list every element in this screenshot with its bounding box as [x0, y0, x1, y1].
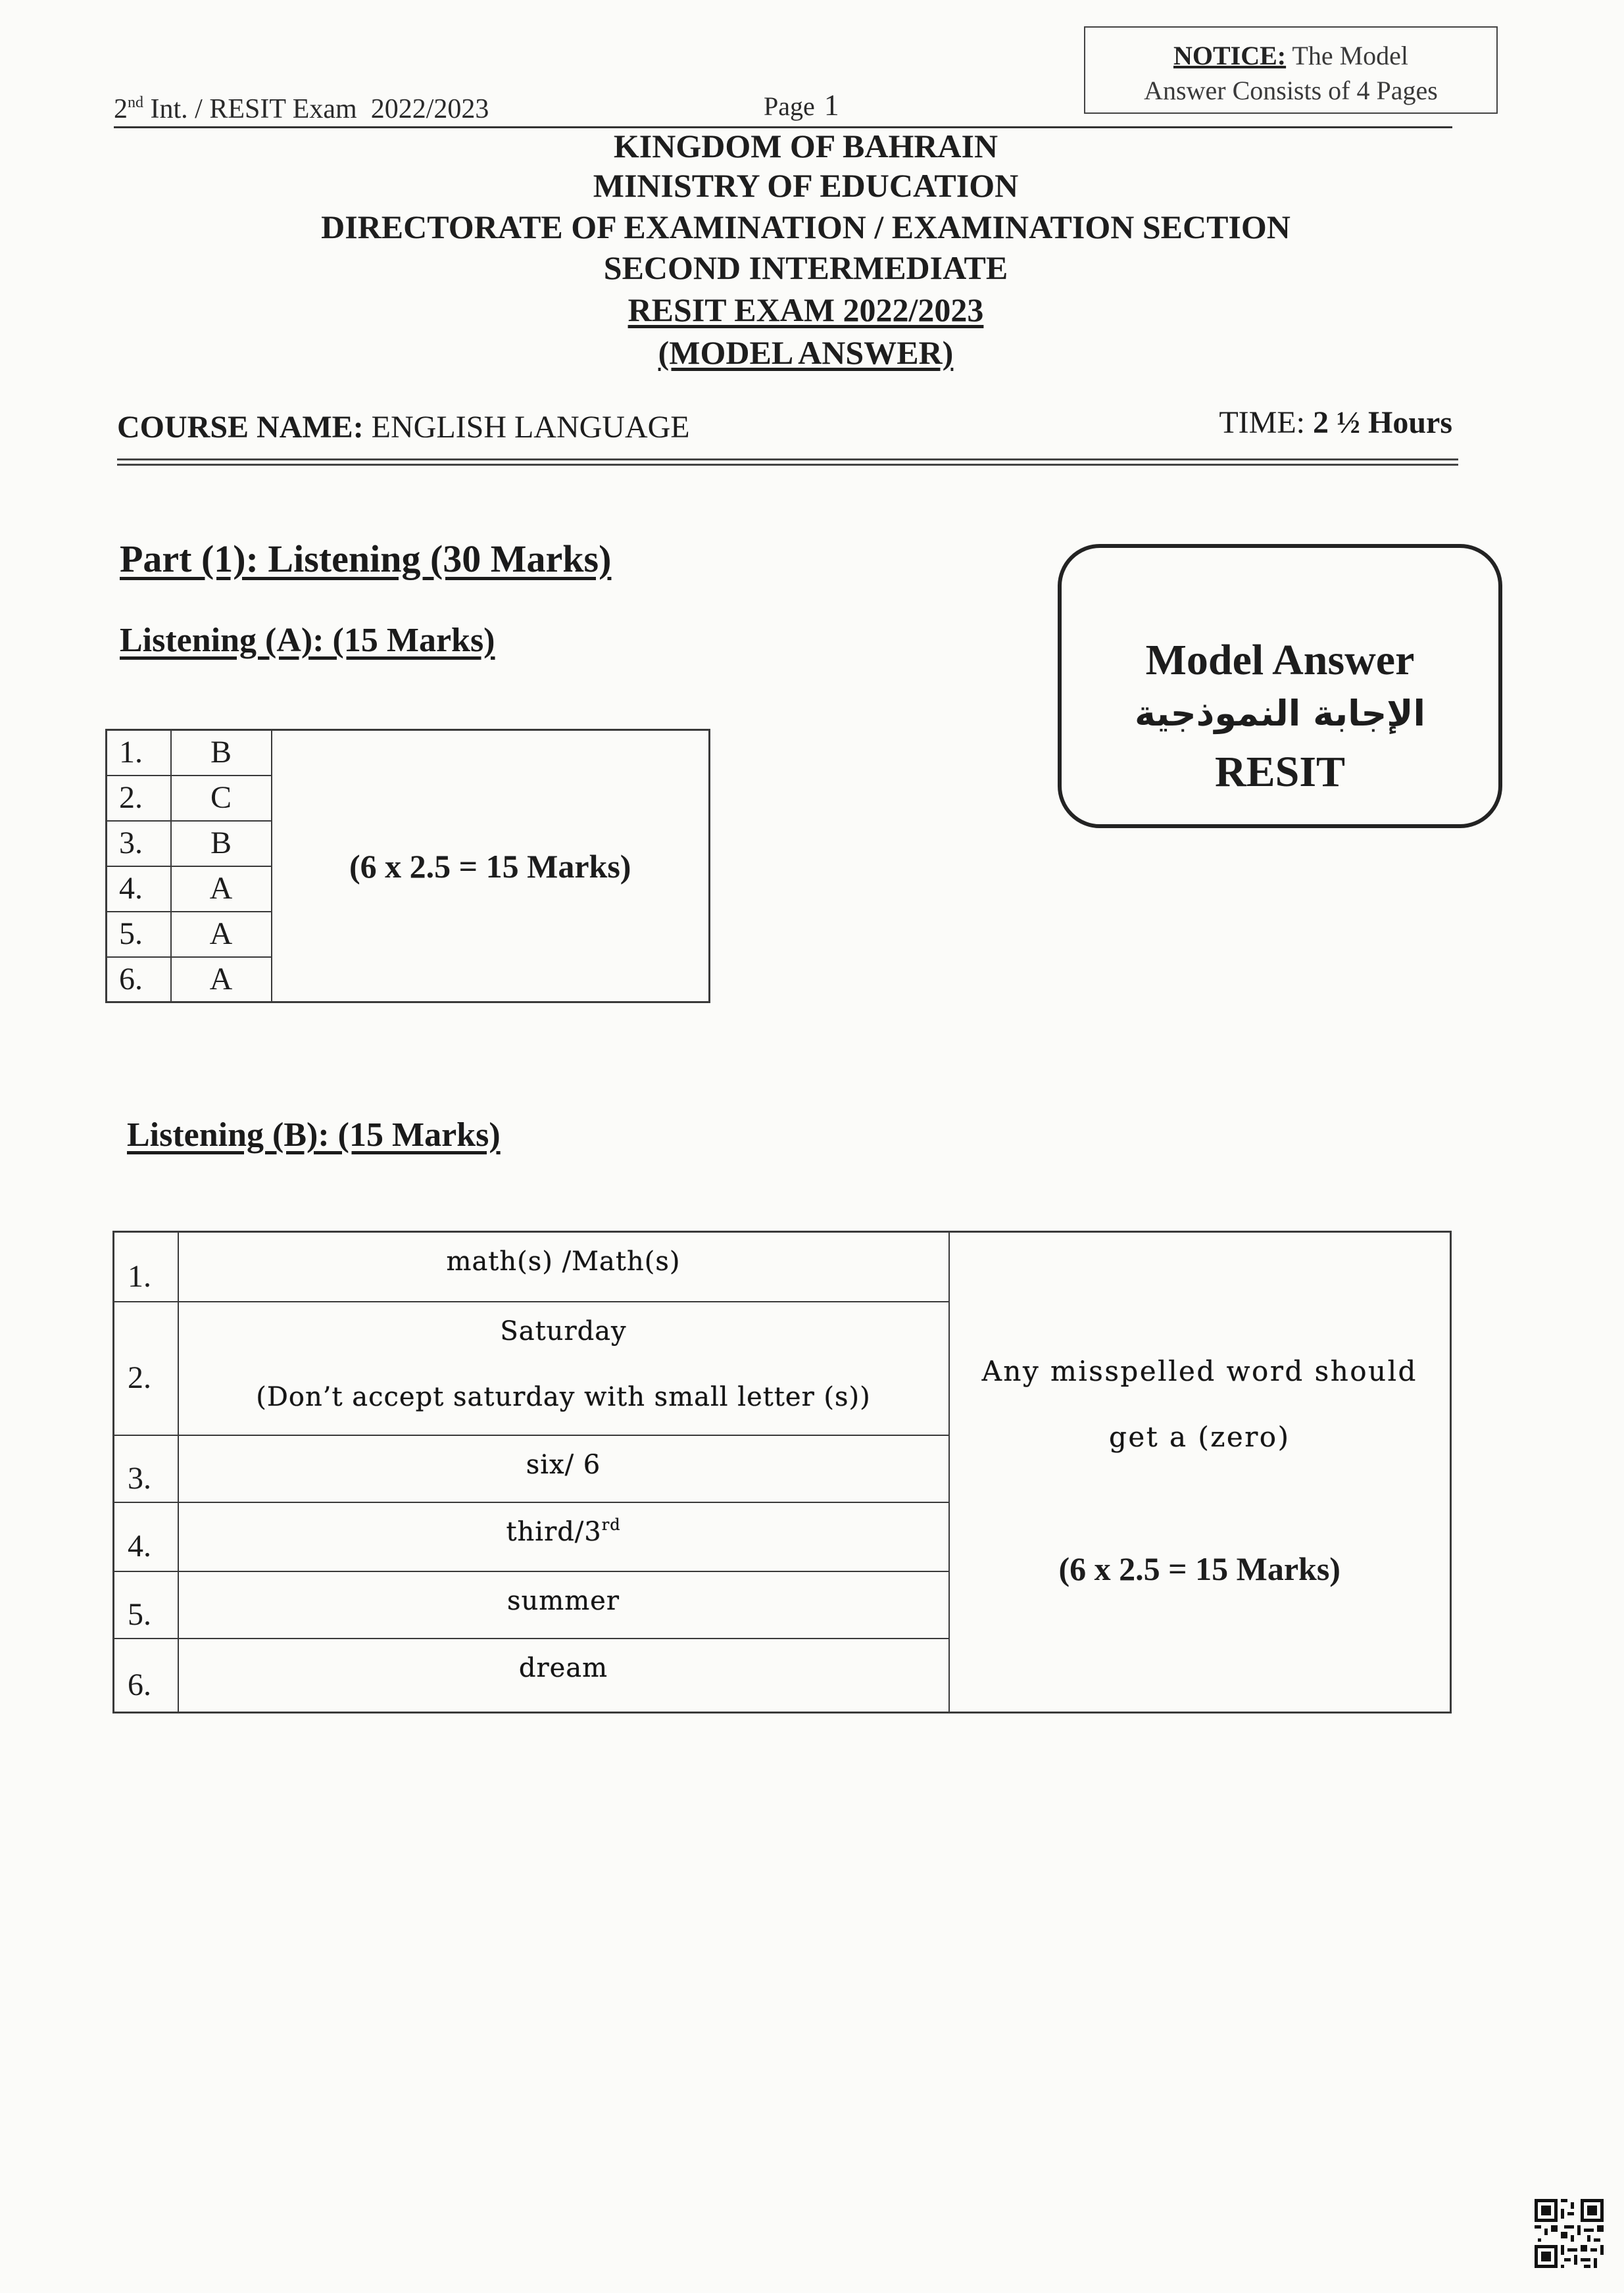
part1-heading: Part (1): Listening (30 Marks) — [120, 537, 612, 580]
stamp-title: Model Answer — [1145, 636, 1415, 684]
title-resit-exam — [0, 290, 1612, 330]
stamp-label: RESIT — [1214, 748, 1346, 796]
answer-cell — [178, 1502, 949, 1571]
table-row — [107, 730, 710, 776]
answer-text: Saturday — [500, 1316, 627, 1346]
page-number: 1 — [824, 88, 839, 122]
question-number: 2. — [114, 1302, 178, 1435]
title-model-text: (MODEL ANSWER) — [658, 334, 954, 371]
stamp-arabic: الإجابة النموذجية — [1134, 693, 1426, 734]
title-kingdom: KINGDOM OF BAHRAIN — [613, 128, 998, 164]
question-number: 4. — [114, 1502, 178, 1571]
answer-letter: B — [171, 730, 272, 776]
answer-letter: B — [171, 821, 272, 866]
question-number: 3. — [107, 821, 171, 866]
exam-name: Int. / RESIT Exam 2022/2023 — [143, 94, 489, 124]
course-value: ENGLISH LANGUAGE — [363, 410, 690, 445]
question-number: 5. — [107, 912, 171, 957]
listening-a-answer-table — [105, 729, 710, 1003]
exam-number: 2 — [114, 94, 128, 124]
answer-text: third/3 — [506, 1516, 602, 1547]
exam-header-label — [114, 92, 489, 126]
exam-time — [1219, 403, 1452, 443]
notice-label: NOTICE: — [1173, 41, 1287, 70]
question-number: 6. — [114, 1639, 178, 1713]
listening-a-heading: Listening (A): (15 Marks) — [120, 622, 495, 659]
rule-line-2: get a (zero) — [1109, 1421, 1291, 1453]
answer-cell — [178, 1302, 949, 1435]
question-number: 2. — [107, 776, 171, 821]
page-indicator — [764, 88, 839, 124]
answer-suffix: rd — [601, 1515, 621, 1534]
time-label: TIME: — [1219, 405, 1305, 440]
notice-text: The Model — [1286, 41, 1409, 70]
listening-b-answer-table — [112, 1231, 1452, 1714]
answer-text: math(s) /Math(s) — [178, 1232, 949, 1302]
title-resit-text: RESIT EXAM 2022/2023 — [627, 291, 984, 328]
course-name — [117, 408, 690, 447]
answer-letter: A — [171, 912, 272, 957]
model-answer-stamp — [1058, 544, 1502, 828]
title-ministry: MINISTRY OF EDUCATION — [593, 167, 1019, 204]
double-rule-top — [117, 458, 1458, 460]
marks-cell — [272, 730, 710, 1002]
answer-letter: C — [171, 776, 272, 821]
answer-letter: A — [171, 866, 272, 912]
answer-note: (Don’t accept saturday with small letter (s)) — [256, 1381, 871, 1412]
title-directorate: DIRECTORATE OF EXAMINATION / EXAMINATION SECTION — [321, 209, 1291, 245]
notice-line-1 — [1085, 38, 1496, 73]
notice-box — [1084, 26, 1498, 114]
title-level: SECOND INTERMEDIATE — [603, 249, 1008, 286]
marking-rule-cell — [949, 1232, 1451, 1713]
question-number: 1. — [114, 1232, 178, 1302]
question-number: 5. — [114, 1571, 178, 1639]
question-number: 1. — [107, 730, 171, 776]
page-label: Page — [764, 91, 815, 121]
answer-letter: A — [171, 957, 272, 1002]
double-rule-bottom — [117, 464, 1458, 466]
notice-line-2: Answer Consists of 4 Pages — [1144, 76, 1438, 105]
qr-code — [1535, 2199, 1604, 2268]
listening-b-heading: Listening (B): (15 Marks) — [127, 1116, 501, 1154]
answer-text: summer — [178, 1571, 949, 1639]
answer-text: dream — [178, 1639, 949, 1713]
course-label: COURSE NAME: — [117, 410, 364, 445]
question-number: 3. — [114, 1435, 178, 1502]
exam-number-suffix: nd — [128, 94, 143, 111]
marks-text: (6 x 2.5 = 15 Marks) — [1058, 1550, 1341, 1587]
answer-text: six/ 6 — [178, 1435, 949, 1502]
table-row — [114, 1232, 1451, 1302]
time-value: 2 ½ Hours — [1304, 405, 1452, 440]
question-number: 6. — [107, 957, 171, 1002]
question-number: 4. — [107, 866, 171, 912]
marks-text: (6 x 2.5 = 15 Marks) — [349, 847, 631, 885]
rule-line-1: Any misspelled word should — [981, 1355, 1417, 1387]
title-model-answer — [0, 333, 1612, 372]
